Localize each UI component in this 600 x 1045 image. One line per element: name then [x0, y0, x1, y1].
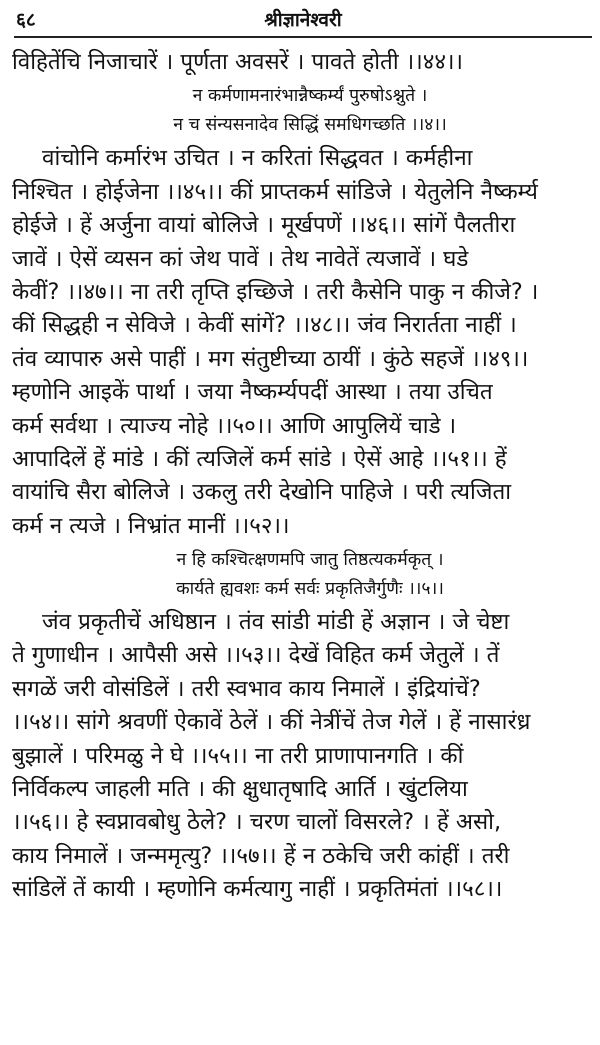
- text-line: कर्म न त्यजे । निभ्रांत मानीं ।।५२।।: [12, 512, 290, 539]
- text-line: काय निमालें । जन्ममृत्यु? ।।५७।। हें न ठकेचि जरी कांहीं । तरी: [12, 842, 510, 869]
- text-line: आपादिलें हें मांडे । कीं त्यजिलें कर्म सांडे । ऐसें आहे ।।५१।। हें: [12, 445, 507, 472]
- sanskrit-verse-2: [12, 546, 592, 603]
- page-number: ६८: [16, 9, 36, 31]
- text-line: म्हणोनि आइकें पार्था । जया नैष्कर्म्यपदीं आस्था । तया उचित: [12, 379, 493, 406]
- text-line: बुझालें । परिमळु ने घे ।।५५।। ना तरी प्राणापानगति । कीं: [12, 742, 464, 769]
- text-line: निर्विकल्प जाहली मति । की क्षुधातृषादि आर्ति । खुंटलिया: [12, 776, 468, 803]
- text-line: जावें । ऐसें व्यसन कां जेथ पावें । तेथ नावेतें त्यजावें । घडे: [12, 245, 469, 272]
- text-line: विहितेंचि निजाचारें । पूर्णता अवसरें । पावते होती ।।४४।।: [12, 49, 463, 75]
- text-block-2: [12, 142, 592, 543]
- text-block-1: [12, 46, 592, 79]
- verse-line: कार्यते ह्यवशः कर्म सर्वः प्रकृतिजैर्गुणैः ।।५।।: [176, 578, 444, 599]
- verse-line: न कर्मणामनारंभान्नैष्कर्म्यं पुरुषोऽश्नुते ।: [192, 86, 428, 107]
- text-line: ते गुणाधीन । आपैसी असे ।।५३।। देखें विहित कर्म जेतुलें । तें: [12, 642, 500, 669]
- verse-line: न च संन्यसनादेव सिद्धिं समधिगच्छति ।।४।।: [173, 114, 447, 135]
- text-line: ।।५६।। हे स्वप्नावबोधु ठेले? । चरण चालों विसरले? । हें असो,: [12, 809, 502, 836]
- text-line: तंव व्यापारु असे पाहीं । मग संतुष्टीच्या ठायीं । कुंठे सहजें ।।४९।।: [12, 345, 529, 372]
- text-block-3: [12, 606, 592, 907]
- text-line: वांचोनि कर्मारंभ उचित । न करितां सिद्धवत । कर्महीना: [42, 145, 473, 172]
- running-title: श्रीज्ञानेश्वरी: [264, 9, 342, 31]
- verse-line: न हि कश्चित्क्षणमपि जातु तिष्ठत्यकर्मकृत् ।: [176, 550, 444, 571]
- text-line: निश्चित । होईजेना ।।४५।। कीं प्राप्तकर्म सांडिजे । येतुलेनि नैष्कर्म्य: [12, 178, 538, 205]
- text-line: जंव प्रकृतीचें अधिष्ठान । तंव सांडी मांडी हें अज्ञान । जे चेष्टा: [42, 609, 510, 636]
- text-line: कीं सिद्धही न सेविजे । केवीं सांगें? ।।४८।। जंव निरार्तता नाहीं ।: [12, 312, 517, 339]
- text-line: वायांचि सैरा बोलिजे । उकलु तरी देखोनि पाहिजे । परी त्यजिता: [12, 479, 512, 506]
- sanskrit-verse-1: [12, 82, 592, 139]
- text-line: सगळें जरी वोसंडिलें । तरी स्वभाव काय निमालें । इंद्रियांचें?: [12, 675, 481, 702]
- text-line: सांडिलें तें कायी । म्हणोनि कर्मत्यागु नाहीं । प्रकृतिमंतां ।।५८।।: [12, 876, 503, 903]
- page-header: [14, 0, 592, 38]
- text-line: ।।५४।। सांगे श्रवणीं ऐकावें ठेलें । कीं नेत्रींचें तेज गेलें । हें नासारंध्र: [12, 709, 531, 736]
- text-line: कर्म सर्वथा । त्याज्य नोहे ।।५०।। आणि आपुलियें चाडे ।: [12, 412, 457, 439]
- text-line: होईजे । हें अर्जुना वायां बोलिजे । मूर्खपणें ।।४६।। सांगें पैलतीरा: [12, 212, 516, 239]
- text-line: केवीं? ।।४७।। ना तरी तृप्ति इच्छिजे । तरी कैसेनि पाकु न कीजे? ।: [12, 278, 539, 305]
